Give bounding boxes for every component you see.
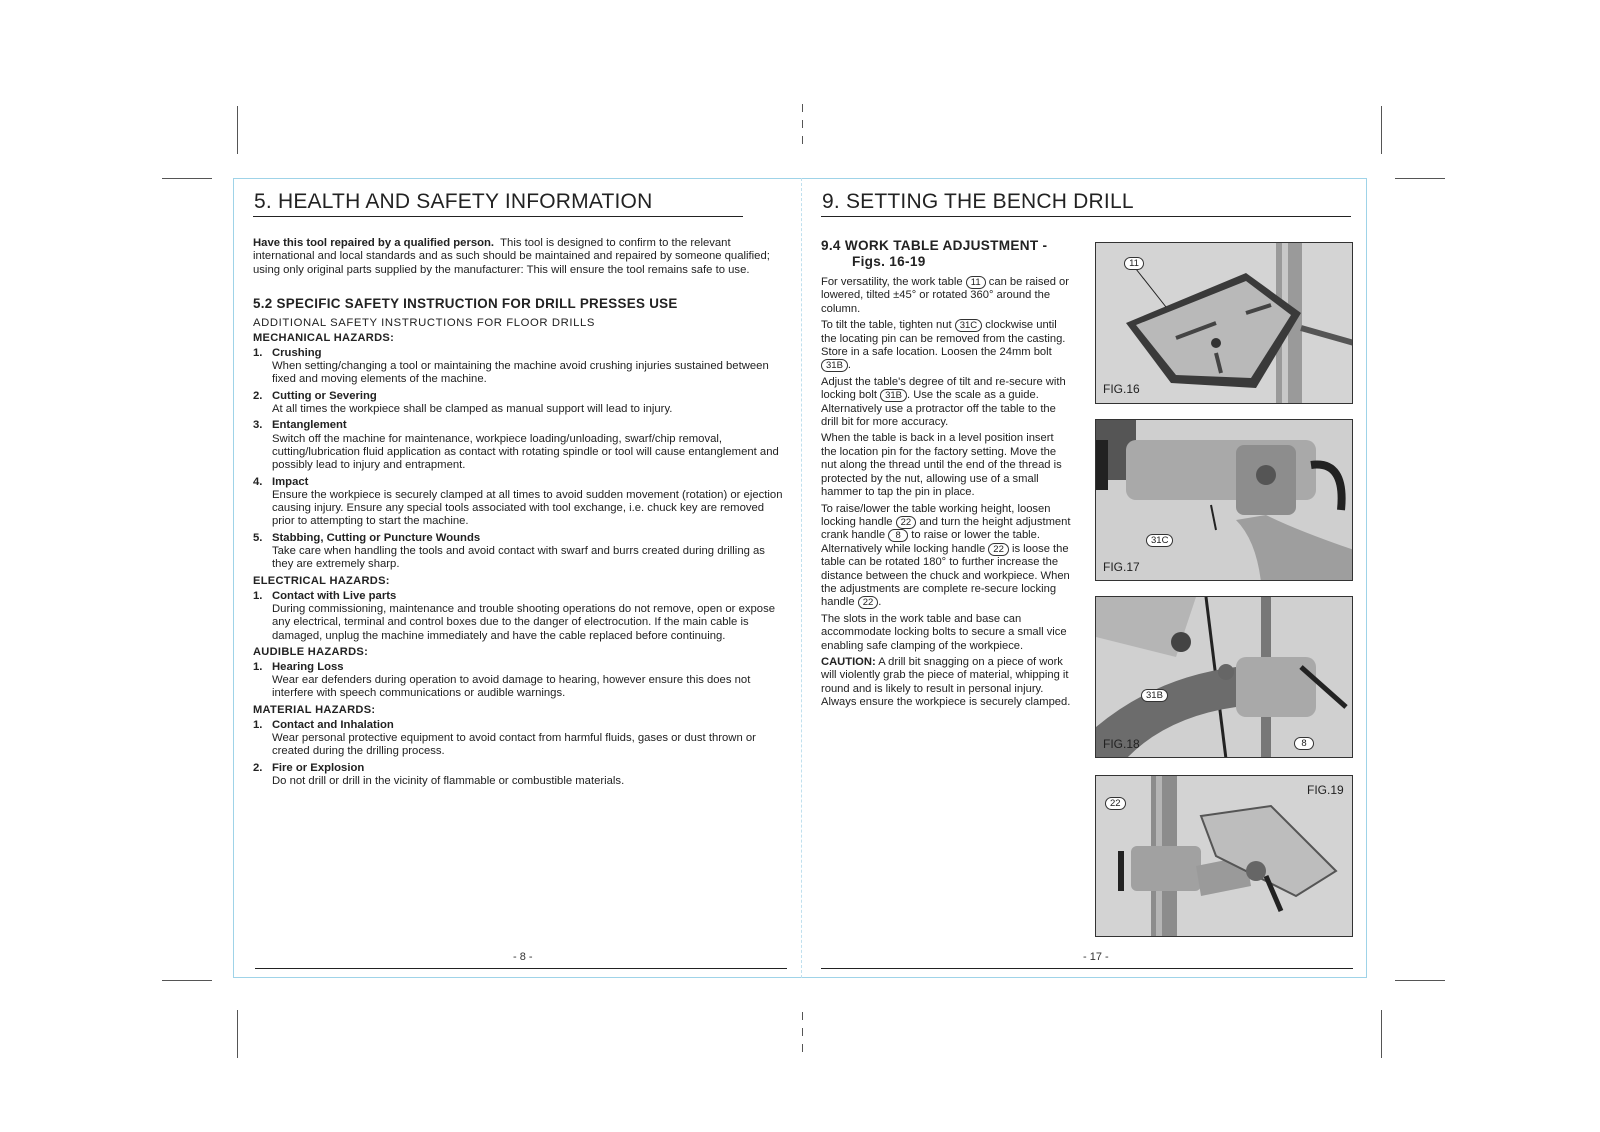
part-tag: 22 [988,543,1009,556]
figure-16 [1095,242,1353,404]
figure-part-tag: 11 [1124,257,1144,270]
item-number: 2. [253,761,263,774]
item-number: 2. [253,389,263,402]
paragraph: When the table is back in a level position insert the location pin for the factory setting. Move the nut along the thread until the end of the thread is protected by the nut, allowing use of a small hammer to tap the pin in place. [821,432,1062,499]
item-title: Crushing [272,346,322,359]
item-title: Entanglement [272,419,347,432]
title-rule [253,216,743,217]
intro-paragraph [253,237,778,277]
figure-part-tag: 22 [1105,797,1126,810]
hazard-heading: ELECTRICAL HAZARDS: [253,574,390,587]
item-number: 5. [253,531,263,544]
item-text: Take care when handling the tools and avoid contact with swarf and burrs created during drilling as they are extremely sharp. [272,545,765,571]
fig18-photo [1096,597,1353,758]
page-title: 9. SETTING THE BENCH DRILL [822,190,1134,213]
text-run: To tilt the table, tighten nut [821,319,952,332]
item-text: Do not drill or drill in the vicinity of flammable or combustible materials. [272,774,625,787]
text-run: . Use the scale as a guide. Alternatively use a protractor off the table to the drill bit for more accuracy. [821,389,1056,429]
footer-rule [821,968,1353,969]
item-title: Contact with Live parts [272,589,397,602]
crop-mark [237,106,238,154]
footer-rule [255,968,787,969]
list-item [253,419,786,472]
part-tag: 31C [955,319,982,332]
list-item [253,590,786,643]
list-item [253,762,786,789]
text-run: . [847,359,852,372]
part-tag: 31B [821,359,848,372]
section-heading: 5.2 SPECIFIC SAFETY INSTRUCTION FOR DRILL PRESSES USE [253,295,678,311]
item-text: Wear ear defenders during operation to avoid damage to hearing, however ensure this does not interfere with speech communications or audible warnings. [272,674,751,700]
center-crop-mark [802,1044,803,1052]
page-number: - 8 - [513,951,533,963]
hazard-heading: AUDIBLE HAZARDS: [253,645,369,658]
item-title: Impact [272,475,309,488]
item-number: 3. [253,419,263,432]
list-item [253,661,786,701]
text-run: To raise/lower the table working height, loosen locking handle [821,502,1051,528]
instructions-text [821,276,1071,713]
figure-part-tag: 31C [1146,534,1173,547]
item-text: At all times the workpiece shall be clamped as manual support will lead to injury. [272,403,673,416]
item-number: 1. [253,589,263,602]
figure-label: FIG.17 [1103,560,1140,574]
figure-17 [1095,419,1353,581]
section-title-line-1: 9.4 WORK TABLE ADJUSTMENT - [821,238,1048,253]
list-item [253,532,786,572]
text-run: and turn the height adjustment crank handle [821,515,1071,542]
crop-mark [237,1010,238,1058]
item-number: 1. [253,718,263,731]
text-run: . [878,596,882,609]
title-rule [821,216,1351,217]
figure-label: FIG.19 [1307,783,1344,797]
crop-mark [1381,1010,1382,1058]
hazard-heading: MECHANICAL HAZARDS: [253,331,395,344]
center-crop-mark [802,1028,803,1036]
part-tag: 22 [858,596,879,609]
item-text: When setting/changing a tool or maintaining the machine avoid crushing injuries sustained between fixed and moving elements of the machine. [272,360,769,386]
item-text: Ensure the workpiece is securely clamped at all times to avoid sudden movement (rotation) or ejection causing injury. Ensure any special tools associated with tool exchange, i.e. chuck key are removed prior to attempting to start the machine. [272,488,783,528]
center-crop-mark [802,120,803,128]
text-run: is loose the table can be rotated 180° to further increase the distance between the chuck and workpiece. When the adjustments are complete re-secure locking handle [821,542,1070,609]
item-title: Stabbing, Cutting or Puncture Wounds [272,531,481,544]
item-text: Switch off the machine for maintenance, workpiece loading/unloading, swarf/chip removal, cutting/lubrication fluid application as contact with rotating spindle or tool will cause entanglement and possibly lead to injury and entrapment. [272,432,779,472]
center-crop-mark [802,1012,803,1020]
section-title-line-2: Figs. 16-19 [852,254,926,269]
paragraph [821,376,1071,430]
page-title: 5. HEALTH AND SAFETY INFORMATION [254,190,653,213]
item-number: 4. [253,475,263,488]
part-tag: 11 [966,276,986,289]
list-item [253,719,786,759]
caution-text: A drill bit snagging on a piece of work will violently grab the piece of material, whipping it round and is likely to result in personal injury. Always ensure the workpiece is securely clamped. [821,655,1071,709]
list-item [253,390,786,417]
item-number: 1. [253,660,263,673]
subheading: ADDITIONAL SAFETY INSTRUCTIONS FOR FLOOR DRILLS [253,316,596,329]
fig17-photo [1096,420,1353,581]
item-title: Hearing Loss [272,660,344,673]
paragraph [821,503,1071,610]
right-page [821,190,1351,217]
item-title: Fire or Explosion [272,761,365,774]
list-item [253,347,786,387]
item-text: During commissioning, maintenance and trouble shooting operations do not remove, open or expose any electrical, terminal and control boxes due to the danger of electrocution. If the main cable is damaged, unplug the machine immediately and have the cable replaced before continuing. [272,602,776,642]
fig19-photo [1096,776,1353,937]
crop-mark [162,178,212,179]
part-tag: 22 [896,516,917,529]
text-run: can be raised or lowered, tilted ±45° or rotated 360° around the column. [821,276,1070,315]
text-run: Adjust the table's degree of tilt and re-secure with locking bolt [821,375,1066,402]
center-crop-mark [802,104,803,112]
paragraph [821,276,1071,316]
figure-18 [1095,596,1353,758]
left-page [253,190,783,788]
paragraph: The slots in the work table and base can accommodate locking bolts to secure a small vice enabling safe clamping of the workpiece. [821,612,1067,652]
page-number: - 17 - [1083,951,1109,963]
crop-mark [1381,106,1382,154]
paragraph [821,319,1071,373]
figure-part-tag: 8 [1294,737,1314,750]
part-tag: 8 [888,529,908,542]
caution-label: CAUTION: [821,655,876,668]
figure-part-tag: 31B [1141,689,1168,702]
text-run: clockwise until the locating pin can be removed from the casting. Store in a safe location. Loosen the 24mm bolt [821,319,1066,359]
crop-mark [1395,980,1445,981]
fold-line [801,178,802,978]
hazard-heading: MATERIAL HAZARDS: [253,703,376,716]
figure-label: FIG.18 [1103,737,1140,751]
intro-text: This tool is designed to confirm to the relevant international and local standards and as such should be maintained and repaired by someone qualified; using only original parts supplied by the manufacturer: This will ensure the tool remains safe to use. [253,237,770,276]
text-run: to raise or lower the table. Alternatively while locking handle [821,529,1041,555]
text-run: For versatility, the work table [821,276,963,288]
figure-19 [1095,775,1353,937]
crop-mark [162,980,212,981]
figure-label: FIG.16 [1103,382,1140,396]
part-tag: 31B [880,389,907,402]
item-number: 1. [253,346,263,359]
section-title [821,238,1071,270]
item-text: Wear personal protective equipment to avoid contact from harmful fluids, gases or dust thrown or created during the drilling process. [272,732,756,758]
intro-bold: Have this tool repaired by a qualified person. [253,237,495,249]
item-title: Cutting or Severing [272,389,377,402]
crop-mark [1395,178,1445,179]
item-title: Contact and Inhalation [272,718,394,731]
caution-paragraph [821,656,1071,710]
center-crop-mark [802,136,803,144]
list-item [253,476,786,529]
